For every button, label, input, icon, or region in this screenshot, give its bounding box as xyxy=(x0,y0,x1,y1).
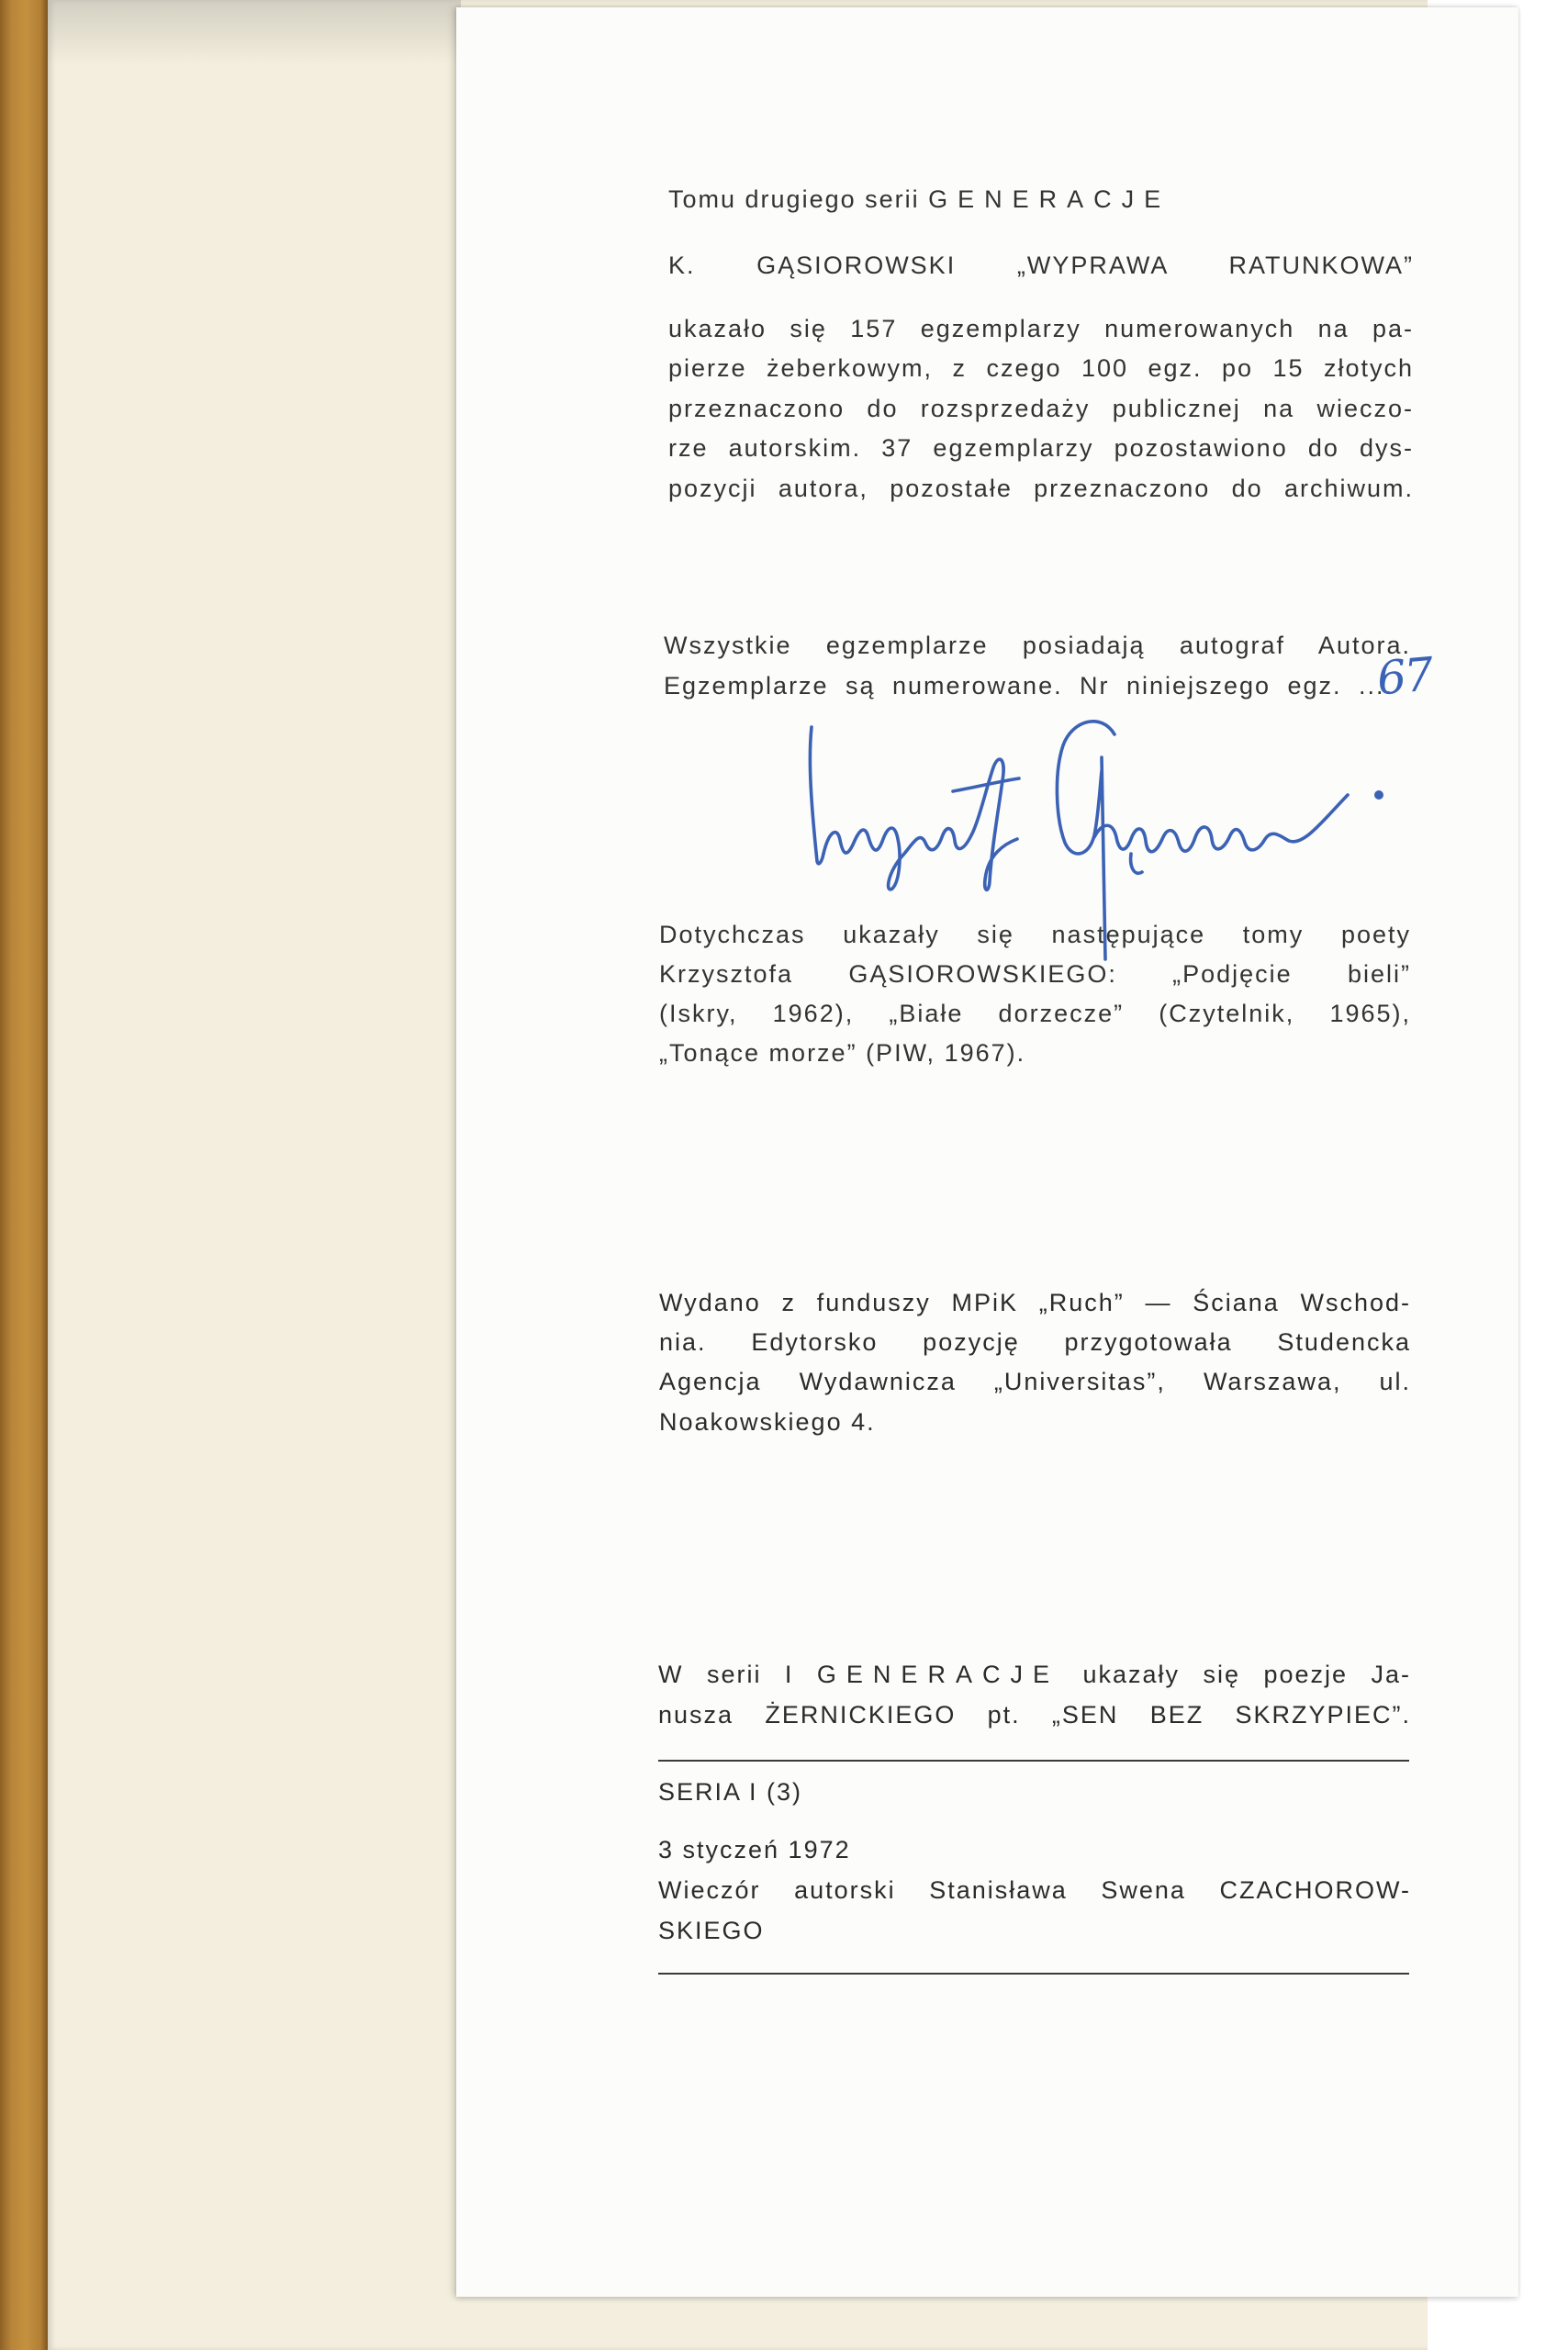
event-line: SKIEGO xyxy=(658,1917,765,1944)
event-date: 3 styczeń 1972 xyxy=(658,1836,851,1863)
divider-rule xyxy=(658,1973,1409,1975)
series-intro: Tomu drugiego serii xyxy=(668,185,920,213)
series-note-before: W serii I xyxy=(658,1661,794,1688)
edition-note-line: ukazało się 157 egzemplarzy numerowanych na pa- xyxy=(668,315,1414,342)
event-note xyxy=(658,1830,1411,1951)
publisher-note-line: nia. Edytorsko pozycję przygotowała Studencka xyxy=(659,1328,1411,1357)
book-title-line xyxy=(668,246,1414,285)
edition-note-line: rze autorskim. 37 egzemplarzy pozostawiono do dys- xyxy=(668,434,1414,463)
back-page-shadow xyxy=(48,0,461,64)
previous-volumes xyxy=(659,915,1411,1073)
edition-note xyxy=(668,309,1414,509)
divider-rule xyxy=(658,1760,1409,1762)
book-spine xyxy=(0,0,48,2350)
edition-note-line: przeznaczono do rozsprzedaży publicznej na wieczo- xyxy=(668,394,1414,422)
series-intro-line xyxy=(668,180,1414,219)
copy-number-line: Egzemplarze są numerowane. Nr niniejszego egz. .... xyxy=(664,672,1394,699)
previous-volumes-line: (Iskry, 1962), „Białe dorzecze” (Czytelnik, 1965), xyxy=(659,1000,1411,1027)
edition-note-line: pozycji autora, pozostałe przeznaczono do archiwum. xyxy=(668,474,1414,502)
edition-note-line: pierze żeberkowym, z czego 100 egz. po 15 złotych xyxy=(668,354,1414,383)
event-line: Wieczór autorski Stanisława Swena CZACHOROW- xyxy=(658,1876,1411,1904)
book-title: K. GĄSIOROWSKI „WYPRAWA RATUNKOWA” xyxy=(668,252,1414,279)
previous-volumes-line: Krzysztofa GĄSIOROWSKIEGO: „Podjęcie bieli” xyxy=(659,960,1411,988)
series-note-line: nusza ŻERNICKIEGO pt. „SEN BEZ SKRZYPIEC”. xyxy=(658,1701,1411,1729)
autograph-note xyxy=(664,625,1411,706)
publisher-note xyxy=(659,1283,1411,1442)
previous-volumes-line: „Tonące morze” (PIW, 1967). xyxy=(659,1039,1026,1067)
series-note-after: ukazały się poezje Ja- xyxy=(1082,1661,1411,1688)
previous-volumes-line: Dotychczas ukazały się następujące tomy poety xyxy=(659,921,1411,948)
series-label: SERIA I (3) xyxy=(658,1778,803,1806)
series-header xyxy=(668,180,1414,219)
autograph-note-line: Wszystkie egzemplarze posiadają autograf Autora. xyxy=(664,632,1411,659)
series-note xyxy=(658,1654,1411,1735)
publisher-note-line: Agencja Wydawnicza „Universitas”, Warszawa, ul. xyxy=(659,1368,1411,1396)
series-name: GENERACJE xyxy=(928,185,1171,213)
publisher-note-line: Noakowskiego 4. xyxy=(659,1407,876,1436)
series-label-block xyxy=(658,1773,1411,1812)
series-note-name: GENERACJE xyxy=(816,1661,1059,1688)
publisher-note-line: Wydano z funduszy MPiK „Ruch” — Ściana Wschod- xyxy=(659,1289,1411,1316)
handwritten-copy-number: 67 xyxy=(1374,647,1435,706)
series-note-line xyxy=(658,1654,1411,1695)
